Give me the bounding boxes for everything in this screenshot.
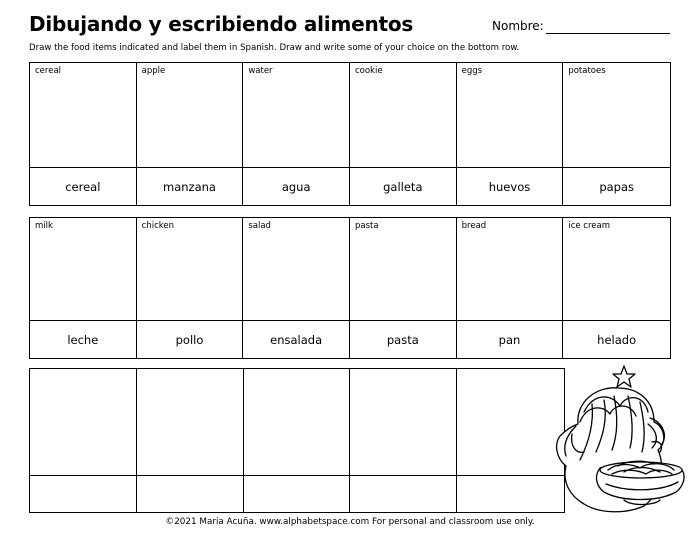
spanish-label: ensalada [243,321,350,358]
english-label: cookie [354,66,383,76]
drawing-box-bread [457,218,564,321]
english-label: milk [35,221,53,231]
english-label: eggs [461,66,483,76]
spanish-label: galleta [350,168,457,205]
spanish-label: huevos [457,168,564,205]
drawing-box-cookie [350,63,457,168]
drawing-box-salad [243,218,350,321]
instructions: Draw the food items indicated and label them in Spanish. Draw and write some of your choice on the bottom row. [29,43,520,53]
spanish-label: agua [243,168,350,205]
drawing-box-potatoes [563,63,670,168]
english-label: apple [141,66,166,76]
english-label: water [248,66,273,76]
spanish-label: leche [30,321,137,358]
spanish-label: papas [599,179,634,194]
choice-drawing-box[interactable] [30,369,137,476]
name-label: Nombre: [492,19,544,33]
english-label: bread [461,221,487,231]
drawing-box-milk [30,218,137,321]
spanish-label: pasta [350,321,457,358]
choice-label-box[interactable] [350,476,457,512]
drawing-box-apple [137,63,244,168]
choice-label-box[interactable] [244,476,351,512]
drawing-box-pasta [350,218,457,321]
english-label: salad [248,221,271,231]
english-label: ice cream [568,221,610,231]
spaghetti-bowl-mascot-icon [548,364,698,516]
food-grid-row-1 [29,62,671,206]
drawing-box-cereal [30,63,137,168]
footer-copyright: ©2021 Maria Acuña. www.alphabetspace.com For personal and classroom use only. [165,517,535,527]
choice-drawing-box[interactable] [137,369,244,476]
choice-label-box[interactable] [137,476,244,512]
english-label: potatoes [568,66,606,76]
english-label: pasta [354,221,379,231]
spanish-label: manzana [137,168,244,205]
english-label: cereal [35,66,62,76]
english-label: chicken [141,221,174,231]
choice-drawing-box[interactable] [350,369,457,476]
food-grid-row-2 [29,217,671,359]
drawing-box-eggs [457,63,564,168]
spanish-label: cereal [30,168,137,205]
choice-label-box[interactable] [30,476,137,512]
drawing-box-chicken [137,218,244,321]
spanish-label: helado [597,332,637,347]
spanish-label: pollo [137,321,244,358]
choice-drawing-box[interactable] [244,369,351,476]
drawing-box-water [243,63,350,168]
spanish-label: pan [457,321,564,358]
name-write-line [546,33,670,34]
page-title: Dibujando y escribiendo alimentos [29,12,414,36]
choice-grid-row [29,368,565,513]
drawing-box-ice-cream [563,218,670,321]
